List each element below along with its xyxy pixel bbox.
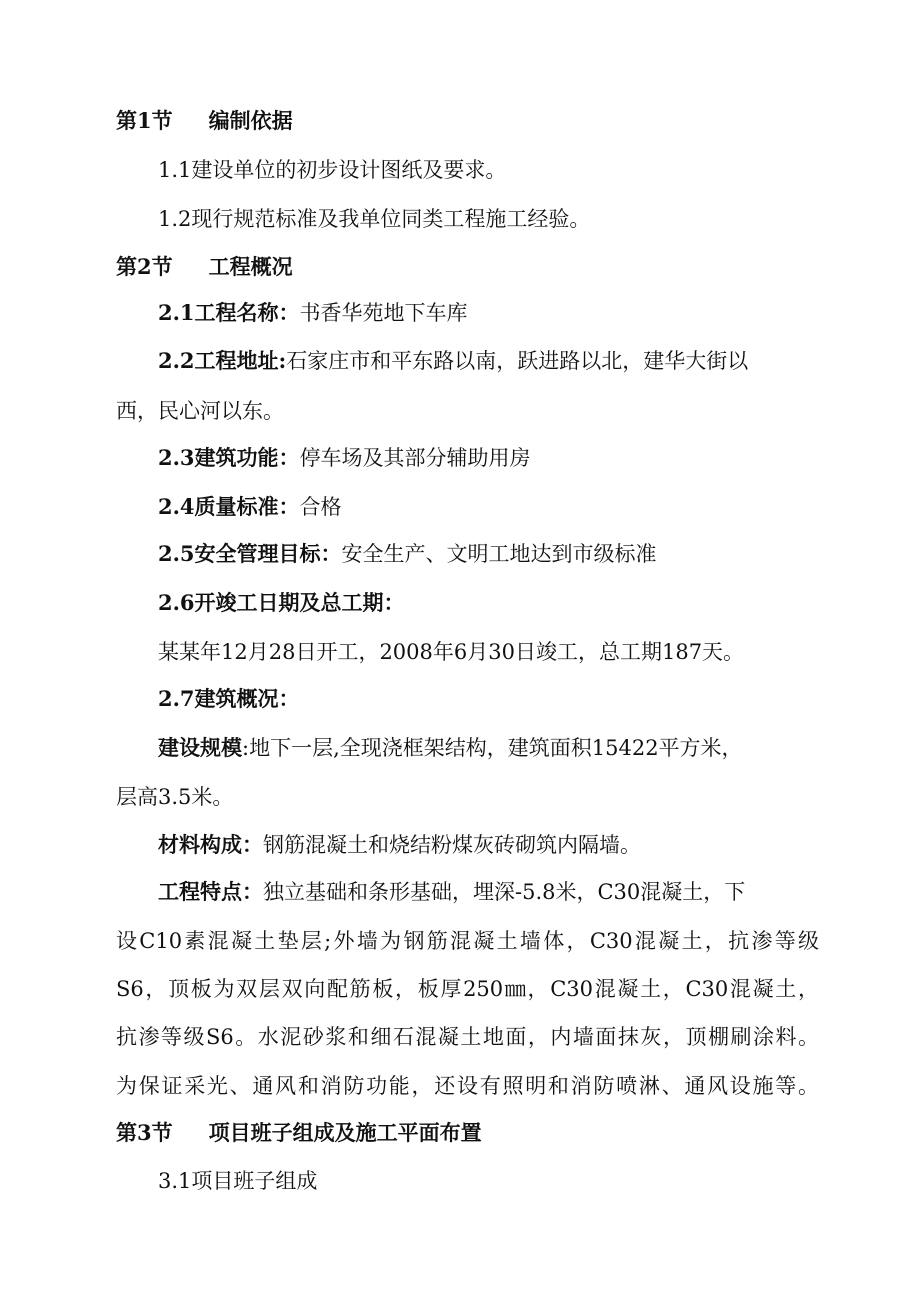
schedule-heading: 2.6开竣工日期及总工期： xyxy=(158,590,405,615)
overview-heading: 2.7建筑概况： xyxy=(158,686,300,711)
section-number: 第1节 xyxy=(116,108,173,133)
item-label: 材料构成： xyxy=(158,832,263,857)
item-value: 钢筋混凝土和烧结粉煤灰砖砌筑内隔墙。 xyxy=(263,833,641,857)
safety-target-item xyxy=(158,539,657,569)
item-label: 2.2工程地址: xyxy=(158,348,287,373)
paragraph-1-2: 1.2现行规范标准及我单位同类工程施工经验。 xyxy=(158,207,591,231)
section-title: 项目班子组成及施工平面布置 xyxy=(208,1120,482,1145)
section-title: 编制依据 xyxy=(208,108,293,133)
section-title: 工程概况 xyxy=(208,254,293,279)
item-label: 建设规模 xyxy=(158,735,242,760)
item-value: 书香华苑地下车库 xyxy=(299,301,468,325)
section-2-heading xyxy=(116,252,293,282)
scale-item xyxy=(158,733,743,763)
section-number: 第3节 xyxy=(116,1120,173,1145)
feature-line-4: 抗渗等级S6。水泥砂浆和细石混凝土地面，内墙面抹灰，顶棚刷涂料。 xyxy=(116,1025,819,1049)
quality-standard-item xyxy=(158,492,342,522)
scale-continuation: 层高3.5米。 xyxy=(116,785,234,809)
project-address-continuation: 西，民心河以东。 xyxy=(116,399,284,423)
item-label: 2.5安全管理目标： xyxy=(158,541,342,566)
item-label: 2.1工程名称： xyxy=(158,300,300,325)
paragraph-3-1: 3.1项目班子组成 xyxy=(158,1169,318,1193)
section-number: 第2节 xyxy=(116,254,173,279)
material-item xyxy=(158,830,641,860)
building-function-item xyxy=(158,443,531,473)
item-label: 2.4质量标准： xyxy=(158,494,300,519)
item-label: 工程特点： xyxy=(158,879,263,904)
feature-line-2: 设C10素混凝土垫层;外墙为钢筋混凝土墙体，C30混凝土，抗渗等级 xyxy=(116,929,819,953)
project-name-item xyxy=(158,298,468,328)
item-value: 安全生产、文明工地达到市级标准 xyxy=(341,542,657,566)
paragraph-1-1: 1.1建设单位的初步设计图纸及要求。 xyxy=(158,158,507,182)
item-value: :地下一层,全现浇框架结构，建筑面积15422平方米， xyxy=(242,736,743,760)
feature-item xyxy=(158,877,745,907)
feature-line-3: S6，顶板为双层双向配筋板，板厚250㎜，C30混凝土，C30混凝土， xyxy=(116,977,819,1001)
item-value: 合格 xyxy=(299,495,342,519)
item-value: 停车场及其部分辅助用房 xyxy=(299,446,531,470)
section-1-heading xyxy=(116,106,293,136)
item-value: 独立基础和条形基础，埋深-5.8米，C30混凝土，下 xyxy=(263,880,746,904)
feature-line-5: 为保证采光、通风和消防功能，还设有照明和消防喷淋、通风设施等。 xyxy=(116,1074,819,1098)
item-value: 石家庄市和平东路以南，跃进路以北，建华大街以 xyxy=(286,349,749,373)
project-address-item xyxy=(158,346,748,376)
schedule-value: 某某年12月28日开工，2008年6月30日竣工，总工期187天。 xyxy=(158,640,745,664)
section-3-heading xyxy=(116,1118,482,1148)
item-label: 2.3建筑功能： xyxy=(158,445,300,470)
